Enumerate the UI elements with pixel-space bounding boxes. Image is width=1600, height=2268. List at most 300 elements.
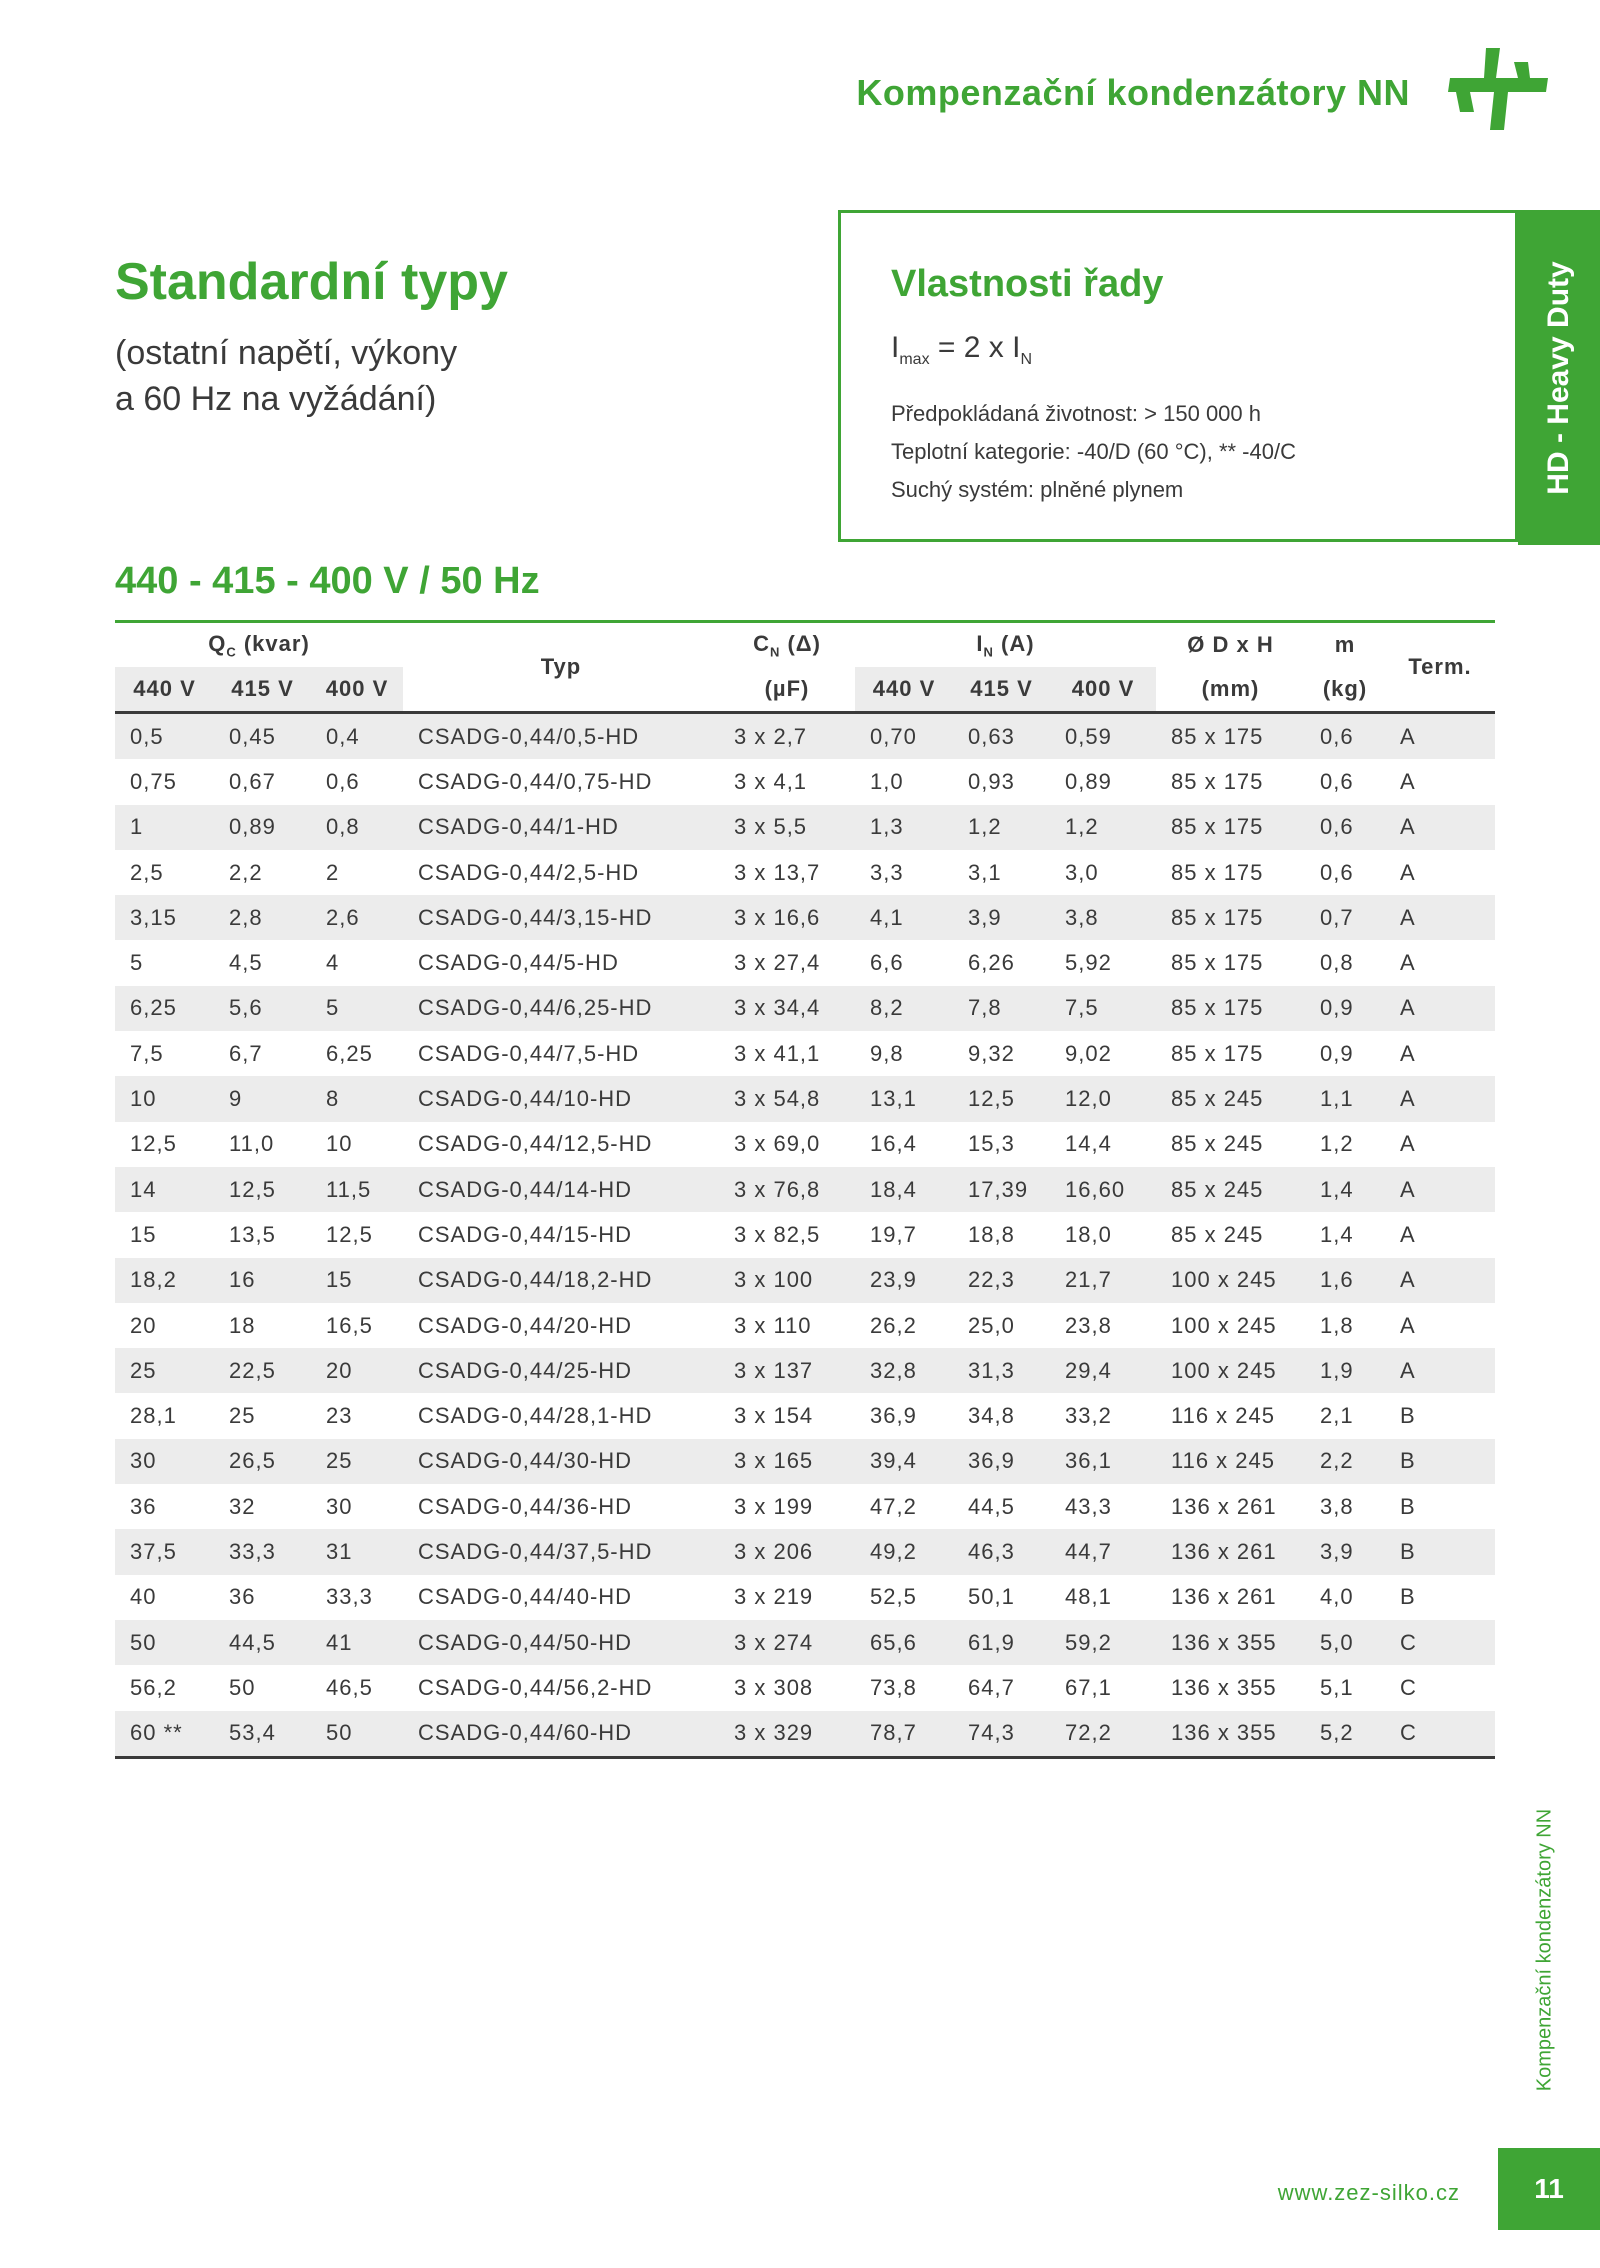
table-cell: 9,02 xyxy=(1065,1040,1112,1066)
section-title: 440 - 415 - 400 V / 50 Hz xyxy=(115,560,540,602)
header-cn-unit: (µF) xyxy=(719,667,855,713)
table-cell: 60 ** xyxy=(115,1711,214,1758)
table-cell: 1 xyxy=(115,805,214,850)
table-cell: 0,67 xyxy=(229,768,276,794)
table-cell: 6,25 xyxy=(326,1040,373,1066)
formula-i: I xyxy=(891,331,900,364)
side-tab xyxy=(1518,210,1600,545)
table-cell: 3 x 69,0 xyxy=(734,1131,821,1157)
table-cell: A xyxy=(1400,768,1416,794)
table-cell: C xyxy=(1385,1620,1495,1665)
table-row xyxy=(115,850,1495,895)
table-cell: 1,2 xyxy=(1320,1131,1354,1157)
table-cell: 12,5 xyxy=(130,1131,177,1157)
table-cell: 85 x 175 xyxy=(1171,1040,1264,1066)
formula-eq: = 2 x I xyxy=(929,331,1021,364)
table-cell: 1,6 xyxy=(1305,1258,1385,1303)
table-cell: 3,8 xyxy=(1320,1493,1354,1519)
table-cell: 50 xyxy=(311,1711,403,1758)
table-cell: 6,6 xyxy=(870,950,904,976)
property-temperature: Teplotní kategorie: -40/D (60 °C), ** -40/C xyxy=(891,439,1296,464)
table-cell: 32 xyxy=(229,1493,256,1519)
table-cell: 3,15 xyxy=(115,895,214,940)
table-cell: 12,0 xyxy=(1050,1076,1156,1121)
table-cell: 5,92 xyxy=(1065,950,1112,976)
table-cell: 16,5 xyxy=(326,1312,373,1338)
table-cell: 3 x 199 xyxy=(734,1493,814,1519)
table-cell: 136 x 355 xyxy=(1156,1711,1305,1758)
table-cell: A xyxy=(1385,805,1495,850)
table-cell: 3 x 16,6 xyxy=(719,895,855,940)
header-row-2 xyxy=(115,667,1495,713)
table-cell: 0,9 xyxy=(1320,1040,1354,1066)
table-cell: 33,3 xyxy=(326,1584,373,1610)
table-cell: 25 xyxy=(115,1348,214,1393)
table-cell: 15,3 xyxy=(968,1131,1015,1157)
table-cell: CSADG-0,44/14-HD xyxy=(403,1167,719,1212)
table-cell: 2,1 xyxy=(1320,1403,1354,1429)
table-cell: 116 x 245 xyxy=(1156,1439,1305,1484)
table-cell: 18,4 xyxy=(855,1167,953,1212)
table-cell: 4 xyxy=(326,950,340,976)
table-cell: 9 xyxy=(214,1076,311,1121)
table-cell: 3,0 xyxy=(1065,859,1099,885)
table-cell: 2,2 xyxy=(1305,1439,1385,1484)
table-cell: 1,9 xyxy=(1305,1348,1385,1393)
table-cell: 37,5 xyxy=(115,1529,214,1574)
table-cell: A xyxy=(1385,1348,1495,1393)
table-cell: 44,5 xyxy=(214,1620,311,1665)
table-cell: 5,0 xyxy=(1305,1620,1385,1665)
header-mass: m xyxy=(1334,632,1356,657)
table-cell: 0,4 xyxy=(311,713,403,760)
table-cell: 5 xyxy=(311,986,403,1031)
table-cell: CSADG-0,44/36-HD xyxy=(418,1493,633,1519)
header-typ: Typ xyxy=(403,623,719,713)
table-cell: CSADG-0,44/56,2-HD xyxy=(418,1674,653,1700)
table-cell: 4,1 xyxy=(855,895,953,940)
table-row xyxy=(115,1711,1495,1758)
table-cell: 0,45 xyxy=(214,713,311,760)
table-row xyxy=(115,1393,1495,1438)
table-cell: B xyxy=(1385,1529,1495,1574)
table-cell: 3 x 76,8 xyxy=(719,1167,855,1212)
table-cell: A xyxy=(1385,986,1495,1031)
header-dim: Ø D x H xyxy=(1187,632,1274,657)
table-cell: 23 xyxy=(326,1403,353,1429)
table-cell: A xyxy=(1400,950,1416,976)
table-cell: 15 xyxy=(311,1258,403,1303)
table-cell: A xyxy=(1400,1040,1416,1066)
table-cell: 18 xyxy=(229,1312,256,1338)
table-cell: 136 x 355 xyxy=(1171,1674,1277,1700)
table-cell: 3 x 5,5 xyxy=(719,805,855,850)
table-cell: 21,7 xyxy=(1050,1258,1156,1303)
table-cell: 0,6 xyxy=(1305,713,1385,760)
table-cell: 1,3 xyxy=(855,805,953,850)
table-cell: 1,0 xyxy=(870,768,904,794)
table-cell: 39,4 xyxy=(855,1439,953,1484)
table-cell: CSADG-0,44/20-HD xyxy=(418,1312,633,1338)
table-cell: 12,5 xyxy=(326,1221,373,1247)
table-cell: 0,75 xyxy=(130,768,177,794)
table-cell: 16,60 xyxy=(1050,1167,1156,1212)
table-cell: 10 xyxy=(326,1131,353,1157)
table-cell: 3 x 154 xyxy=(734,1403,814,1429)
subtitle-line-1: (ostatní napětí, výkony xyxy=(115,334,458,372)
table-cell: 3 x 54,8 xyxy=(719,1076,855,1121)
table-cell: 22,5 xyxy=(214,1348,311,1393)
table-cell: CSADG-0,44/50-HD xyxy=(403,1620,719,1665)
table-cell: CSADG-0,44/28,1-HD xyxy=(418,1403,653,1429)
table-row xyxy=(115,1575,1495,1620)
table-cell: 13,5 xyxy=(229,1221,276,1247)
table-cell: 2,5 xyxy=(130,859,164,885)
footer-vertical xyxy=(1530,1780,1560,2120)
table-cell: 0,9 xyxy=(1305,986,1385,1031)
table-cell: 3 x 274 xyxy=(719,1620,855,1665)
table-cell: 9,8 xyxy=(870,1040,904,1066)
table-cell: 0,8 xyxy=(1320,950,1354,976)
header-in-440: 440 V xyxy=(855,667,953,713)
table-cell: CSADG-0,44/30-HD xyxy=(403,1439,719,1484)
table-cell: CSADG-0,44/10-HD xyxy=(403,1076,719,1121)
table-cell: 74,3 xyxy=(953,1711,1050,1758)
table-cell: 72,2 xyxy=(1050,1711,1156,1758)
table-cell: 5 xyxy=(130,950,144,976)
subtitle-line-2: a 60 Hz na vyžádání) xyxy=(115,380,437,418)
table-cell: 136 x 261 xyxy=(1171,1493,1277,1519)
table-cell: 100 x 245 xyxy=(1156,1348,1305,1393)
page-number: 11 xyxy=(1498,2148,1600,2230)
table-cell: 3 x 329 xyxy=(719,1711,855,1758)
table-cell: B xyxy=(1400,1493,1416,1519)
table-cell: 46,5 xyxy=(326,1674,373,1700)
table-cell: 30 xyxy=(326,1493,353,1519)
table-cell: 85 x 245 xyxy=(1171,1131,1264,1157)
table-cell: CSADG-0,44/12,5-HD xyxy=(418,1131,653,1157)
table-row xyxy=(115,1076,1495,1121)
table-cell: 0,5 xyxy=(115,713,214,760)
table-cell: CSADG-0,44/2,5-HD xyxy=(418,859,640,885)
table-row xyxy=(115,1212,1495,1257)
table-cell: 12,5 xyxy=(953,1076,1050,1121)
table-cell: 3 x 110 xyxy=(734,1312,812,1338)
table-cell: 11,0 xyxy=(229,1131,275,1157)
table-cell: 3 x 13,7 xyxy=(734,859,821,885)
table-row xyxy=(115,1258,1495,1303)
table-row xyxy=(115,1665,1495,1710)
table-cell: 36,9 xyxy=(953,1439,1050,1484)
table-cell: 31,3 xyxy=(953,1348,1050,1393)
table-cell: 22,3 xyxy=(953,1258,1050,1303)
table-row xyxy=(115,805,1495,850)
table-cell: 20 xyxy=(311,1348,403,1393)
table-cell: 65,6 xyxy=(855,1620,953,1665)
table-cell: 3,1 xyxy=(968,859,1002,885)
table-cell: 50 xyxy=(229,1674,256,1700)
header-qc-415: 415 V xyxy=(214,667,311,713)
table-cell: CSADG-0,44/6,25-HD xyxy=(403,986,719,1031)
header-row-1 xyxy=(115,623,1495,667)
table-cell: 1,2 xyxy=(1050,805,1156,850)
formula-max: max xyxy=(899,351,930,368)
table-row xyxy=(115,1529,1495,1574)
table-cell: 14,4 xyxy=(1065,1131,1112,1157)
table-cell: A xyxy=(1385,895,1495,940)
table-cell: 3 x 219 xyxy=(734,1584,814,1610)
table-cell: 0,59 xyxy=(1050,713,1156,760)
table-cell: 2 xyxy=(326,859,340,885)
table-cell: 23,8 xyxy=(1065,1312,1112,1338)
table-cell: 36,1 xyxy=(1050,1439,1156,1484)
table-cell: 5,6 xyxy=(214,986,311,1031)
table-cell: 59,2 xyxy=(1050,1620,1156,1665)
table-cell: 100 x 245 xyxy=(1171,1312,1277,1338)
footer-vertical-text: Kompenzační kondenzátory NN xyxy=(1533,1808,1556,2092)
table-cell: 136 x 261 xyxy=(1171,1584,1277,1610)
table-cell: 44,7 xyxy=(1050,1529,1156,1574)
table-cell: CSADG-0,44/15-HD xyxy=(418,1221,633,1247)
table-cell: 116 x 245 xyxy=(1171,1403,1276,1429)
table-cell: 0,7 xyxy=(1305,895,1385,940)
table-cell: 5,1 xyxy=(1320,1674,1354,1700)
table-cell: 40 xyxy=(130,1584,157,1610)
table-cell: 28,1 xyxy=(130,1403,177,1429)
table-cell: CSADG-0,44/7,5-HD xyxy=(418,1040,640,1066)
table-row xyxy=(115,940,1495,985)
capacitor-table xyxy=(115,620,1495,1759)
table-cell: 5,2 xyxy=(1305,1711,1385,1758)
table-cell: 7,5 xyxy=(1050,986,1156,1031)
table-cell: C xyxy=(1385,1711,1495,1758)
side-tab-label: HD - Heavy Duty xyxy=(1542,260,1575,495)
table-cell: 25 xyxy=(311,1439,403,1484)
table-cell: 52,5 xyxy=(870,1584,917,1610)
table-cell: 33,2 xyxy=(1065,1403,1112,1429)
table-cell: 26,5 xyxy=(214,1439,311,1484)
table-cell: 36,9 xyxy=(870,1403,917,1429)
table-cell: 29,4 xyxy=(1050,1348,1156,1393)
table-cell: 41 xyxy=(311,1620,403,1665)
standard-title: Standardní typy xyxy=(115,253,508,311)
table-cell: 85 x 245 xyxy=(1156,1167,1305,1212)
table-row xyxy=(115,1303,1495,1348)
table-cell: 3 x 137 xyxy=(719,1348,855,1393)
table-cell: 0,6 xyxy=(326,768,360,794)
table-cell: 0,6 xyxy=(1305,805,1385,850)
table-cell: CSADG-0,44/3,15-HD xyxy=(403,895,719,940)
table-cell: 136 x 261 xyxy=(1156,1529,1305,1574)
table-cell: A xyxy=(1385,1167,1495,1212)
table-cell: 67,1 xyxy=(1065,1674,1112,1700)
table-cell: 3 x 4,1 xyxy=(734,768,808,794)
table-row xyxy=(115,1620,1495,1665)
table-cell: 0,63 xyxy=(953,713,1050,760)
header-qc-440: 440 V xyxy=(115,667,214,713)
table-cell: 8,2 xyxy=(855,986,953,1031)
table-cell: 8 xyxy=(311,1076,403,1121)
table-row xyxy=(115,895,1495,940)
table-cell: 23,9 xyxy=(855,1258,953,1303)
table-cell: 18,0 xyxy=(1065,1221,1112,1247)
header-in-415: 415 V xyxy=(953,667,1050,713)
table-cell: 50,1 xyxy=(968,1584,1015,1610)
table-cell: 0,89 xyxy=(214,805,311,850)
table-cell: 0,6 xyxy=(1320,768,1354,794)
table-cell: 0,93 xyxy=(968,768,1015,794)
table-cell: CSADG-0,44/0,5-HD xyxy=(403,713,719,760)
table-cell: B xyxy=(1400,1584,1416,1610)
table-cell: 14 xyxy=(115,1167,214,1212)
table-cell: 30 xyxy=(115,1439,214,1484)
property-system: Suchý systém: plněné plynem xyxy=(891,477,1184,502)
table-cell: 6,25 xyxy=(115,986,214,1031)
table-cell: CSADG-0,44/25-HD xyxy=(403,1348,719,1393)
table-cell: 3 x 100 xyxy=(719,1258,855,1303)
header-qc-400: 400 V xyxy=(311,667,403,713)
table-cell: 100 x 245 xyxy=(1156,1258,1305,1303)
table-cell: 18,8 xyxy=(968,1221,1015,1247)
table-cell: 2,8 xyxy=(214,895,311,940)
table-cell: 3 x 34,4 xyxy=(719,986,855,1031)
property-lifetime: Předpokládaná životnost: > 150 000 h xyxy=(891,401,1261,426)
table-cell: 34,8 xyxy=(968,1403,1015,1429)
table-cell: 25 xyxy=(229,1403,256,1429)
header-term: Term. xyxy=(1385,623,1495,713)
table-cell: 9,32 xyxy=(968,1040,1015,1066)
table-cell: 1,4 xyxy=(1320,1221,1354,1247)
table-cell: 64,7 xyxy=(968,1674,1015,1700)
table-cell: 44,5 xyxy=(968,1493,1015,1519)
table-cell: A xyxy=(1400,1221,1416,1247)
header-in-400: 400 V xyxy=(1050,667,1156,713)
table-cell: 85 x 175 xyxy=(1156,986,1305,1031)
table-cell: 136 x 355 xyxy=(1156,1620,1305,1665)
table-cell: 4,5 xyxy=(229,950,263,976)
table-cell: 3 x 308 xyxy=(734,1674,814,1700)
table-cell: 25,0 xyxy=(968,1312,1015,1338)
table-row xyxy=(115,1122,1495,1167)
table-cell: CSADG-0,44/1-HD xyxy=(403,805,719,850)
table-cell: 3,3 xyxy=(870,859,904,885)
table-cell: 11,5 xyxy=(311,1167,403,1212)
properties-formula xyxy=(891,331,1032,369)
table-row xyxy=(115,1439,1495,1484)
header-qc: $Q_C$ (kvar) xyxy=(208,630,310,660)
table-cell: 85 x 175 xyxy=(1171,950,1264,976)
table-cell: 78,7 xyxy=(855,1711,953,1758)
table-cell: CSADG-0,44/5-HD xyxy=(418,950,619,976)
header-cn: $C_N$ (Δ) xyxy=(753,630,821,660)
table-cell: 16,4 xyxy=(870,1131,917,1157)
table-cell: 85 x 175 xyxy=(1156,805,1305,850)
formula-n: N xyxy=(1020,351,1033,368)
header-in: $I_N$ (A) xyxy=(976,630,1035,660)
header-dim-unit: (mm) xyxy=(1156,667,1305,713)
table-cell: 43,3 xyxy=(1065,1493,1112,1519)
table-cell: 85 x 245 xyxy=(1156,1076,1305,1121)
table-cell: 17,39 xyxy=(953,1167,1050,1212)
table-row xyxy=(115,713,1495,760)
table-cell: A xyxy=(1385,713,1495,760)
table-cell: 1,8 xyxy=(1320,1312,1354,1338)
table-cell: 18,2 xyxy=(115,1258,214,1303)
header-mass-unit: (kg) xyxy=(1305,667,1385,713)
table-cell: 32,8 xyxy=(855,1348,953,1393)
table-cell: 85 x 175 xyxy=(1171,768,1264,794)
table-cell: 0,89 xyxy=(1065,768,1112,794)
table-cell: A xyxy=(1385,1258,1495,1303)
table-cell: 47,2 xyxy=(870,1493,917,1519)
table-cell: 4,0 xyxy=(1320,1584,1354,1610)
table-cell: A xyxy=(1400,1312,1416,1338)
table-cell: 13,1 xyxy=(855,1076,953,1121)
header-title: Kompenzační kondenzátory NN xyxy=(856,72,1410,113)
table-cell: 85 x 175 xyxy=(1171,859,1264,885)
table-cell: 85 x 175 xyxy=(1156,895,1305,940)
table-cell: 61,9 xyxy=(953,1620,1050,1665)
table-cell: 12,5 xyxy=(214,1167,311,1212)
table-row xyxy=(115,1348,1495,1393)
table-cell: 3 x 82,5 xyxy=(734,1221,821,1247)
table-cell: C xyxy=(1400,1674,1417,1700)
table-cell: A xyxy=(1400,1131,1416,1157)
table-cell: 0,6 xyxy=(1320,859,1354,885)
website-link[interactable]: www.zez-silko.cz xyxy=(1277,2180,1460,2205)
table-row xyxy=(115,759,1495,804)
table-cell: B xyxy=(1385,1439,1495,1484)
table-cell: 49,2 xyxy=(855,1529,953,1574)
table-cell: 36 xyxy=(229,1584,256,1610)
table-cell: 6,7 xyxy=(229,1040,263,1066)
table-cell: 0,8 xyxy=(311,805,403,850)
table-cell: 1,4 xyxy=(1305,1167,1385,1212)
properties-title: Vlastnosti řady xyxy=(891,263,1164,305)
table-cell: CSADG-0,44/40-HD xyxy=(418,1584,633,1610)
table-cell: 1,2 xyxy=(953,805,1050,850)
properties-box xyxy=(838,210,1518,542)
table-cell: CSADG-0,44/0,75-HD xyxy=(418,768,653,794)
table-cell: 3,8 xyxy=(1050,895,1156,940)
table-row xyxy=(115,1031,1495,1076)
table-cell: 36 xyxy=(130,1493,157,1519)
table-row xyxy=(115,1484,1495,1529)
table-cell: 19,7 xyxy=(870,1221,917,1247)
standard-subtitle xyxy=(115,330,535,422)
table-cell: 3 x 165 xyxy=(719,1439,855,1484)
properties-list xyxy=(891,395,1296,509)
table-cell: 31 xyxy=(311,1529,403,1574)
table-cell: 3 x 41,1 xyxy=(734,1040,821,1066)
data-table xyxy=(115,623,1495,1759)
table-cell: 33,3 xyxy=(214,1529,311,1574)
table-cell: 56,2 xyxy=(130,1674,177,1700)
table-cell: 46,3 xyxy=(953,1529,1050,1574)
table-cell: A xyxy=(1385,1076,1495,1121)
table-cell: 15 xyxy=(130,1221,157,1247)
table-cell: 3,9 xyxy=(1305,1529,1385,1574)
table-cell: A xyxy=(1400,859,1416,885)
table-cell: 53,4 xyxy=(214,1711,311,1758)
table-cell: 50 xyxy=(115,1620,214,1665)
table-cell: 0,70 xyxy=(855,713,953,760)
table-cell: B xyxy=(1400,1403,1416,1429)
table-row xyxy=(115,1167,1495,1212)
table-cell: 3 x 2,7 xyxy=(719,713,855,760)
table-cell: 6,26 xyxy=(968,950,1015,976)
table-cell: 3 x 206 xyxy=(719,1529,855,1574)
